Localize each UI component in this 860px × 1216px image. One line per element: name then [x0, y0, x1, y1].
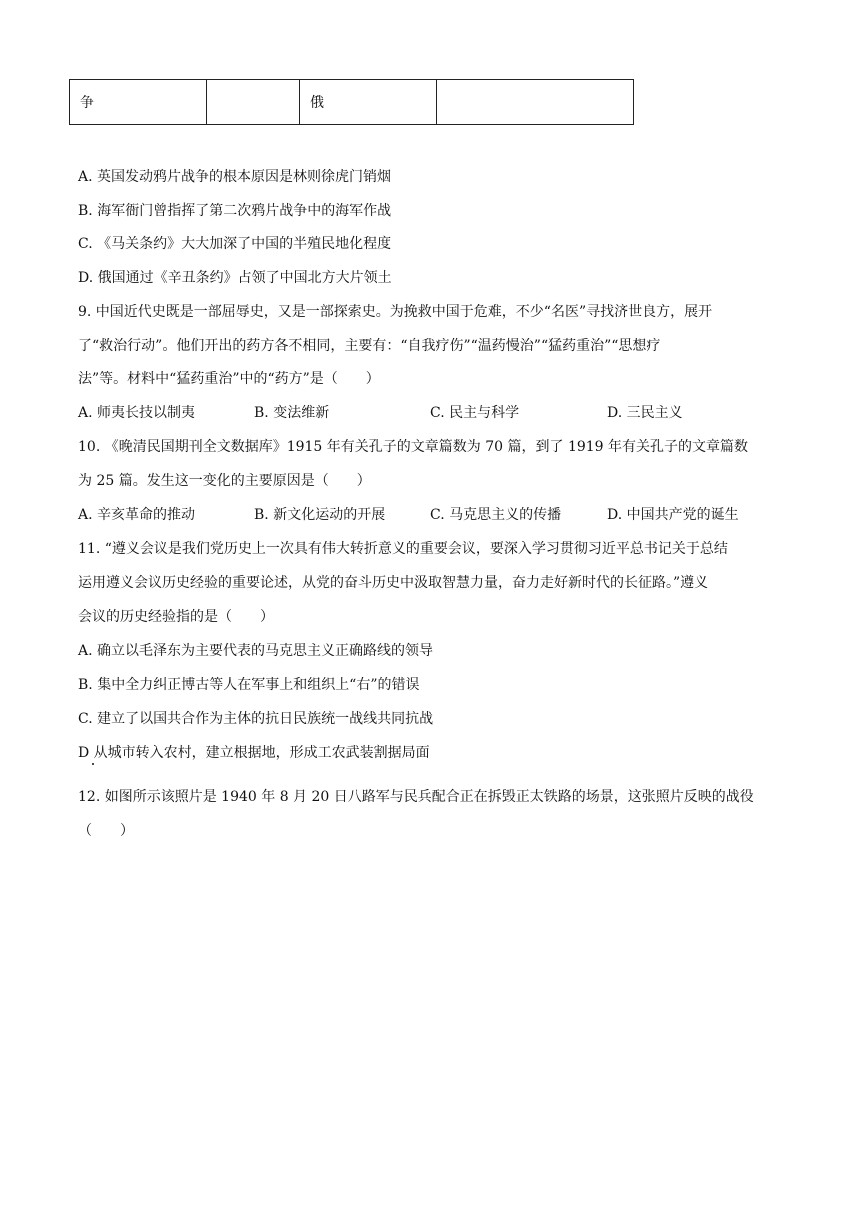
q8-option-a: A. 英国发动鸦片战争的根本原因是林则徐虎门销烟: [78, 169, 392, 185]
q12-stem-line-1: 12. 如图所示该照片是 1940 年 8 月 20 日八路军与民兵配合正在拆毁正太铁路的场景，这张照片反映的战役: [78, 789, 754, 805]
q8-option-b: B. 海军衙门曾指挥了第二次鸦片战争中的海军作战: [78, 203, 392, 219]
q9-options: [78, 403, 778, 423]
q12-stem-line-2: （ ）: [78, 823, 134, 839]
q11-option-a: A. 确立以毛泽东为主要代表的马克思主义正确路线的领导: [78, 643, 434, 659]
q9-stem-line-1: 9. 中国近代史既是一部屈辱史，又是一部探索史。为挽救中国于危难，不少“名医”寻找济世良方，展开: [78, 304, 713, 320]
q10-options: [78, 505, 778, 525]
q10-option-a: A. 辛亥革命的推动: [78, 507, 196, 523]
q9-stem-line-3: 法”等。材料中“猛药重治”中的“药方”是（ ）: [78, 371, 380, 387]
q10-option-b: B. 新文化运动的开展: [254, 507, 386, 523]
q9-option-c: C. 民主与科学: [430, 405, 520, 421]
q11-stem-line-2: 运用遵义会议历史经验的重要论述，从党的奋斗历史中汲取智慧力量，奋力走好新时代的长征路。”遵义: [78, 575, 709, 591]
q11-stem-line-3: 会议的历史经验指的是（ ）: [78, 609, 274, 625]
period-mark: [92, 763, 94, 765]
q11-stem-line-1: 11. “遵义会议是我们党历史上一次具有伟大转折意义的重要会议，要深入学习贯彻习近平总书记关于总结: [78, 541, 728, 557]
q11-option-c: C. 建立了以国共合作为主体的抗日民族统一战线共同抗战: [78, 711, 434, 727]
q10-option-d: D. 中国共产党的诞生: [607, 507, 739, 523]
q10-stem-line-2: 为 25 篇。发生这一变化的主要原因是（ ）: [78, 473, 371, 489]
q10-stem-line-1: 10. 《晚清民国期刊全文数据库》1915 年有关孔子的文章篇数为 70 篇，到了 1919 年有关孔子的文章篇数: [78, 439, 749, 455]
table-row: [70, 80, 634, 125]
answer-table: [69, 79, 634, 125]
q9-option-b: B. 变法维新: [254, 405, 330, 421]
q9-stem-line-2: 了“救治行动”。他们开出的药方各不相同，主要有：“自我疗伤”“温药慢治”“猛药重治”“思想疗: [78, 338, 661, 354]
table-cell: [437, 80, 634, 125]
q9-option-d: D. 三民主义: [607, 405, 683, 421]
q11-option-d: D 从城市转入农村，建立根据地，形成工农武装割据局面: [78, 745, 430, 761]
table-cell: 争: [70, 80, 207, 125]
q11-option-b: B. 集中全力纠正博古等人在军事上和组织上“右”的错误: [78, 677, 420, 693]
table-cell: [207, 80, 300, 125]
q10-option-c: C. 马克思主义的传播: [430, 507, 562, 523]
q8-option-c: C. 《马关条约》大大加深了中国的半殖民地化程度: [78, 236, 392, 252]
table-cell: 俄: [300, 80, 437, 125]
q8-option-d: D. 俄国通过《辛丑条约》占领了中国北方大片领土: [78, 270, 392, 286]
q9-option-a: A. 师夷长技以制夷: [78, 405, 196, 421]
